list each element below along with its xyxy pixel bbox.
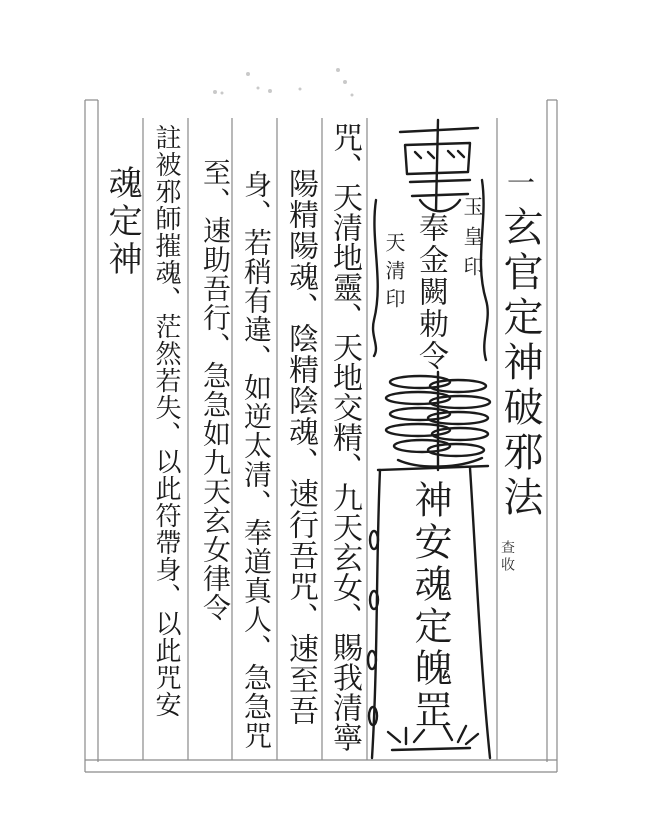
text-column-note: 註被邪師摧魂、茫然若失、以此符帶身、以此咒安 (151, 124, 181, 718)
text-column-end: 魂定神 (102, 165, 142, 279)
margin-note: 查收 (499, 540, 515, 574)
talisman-bottom-glyph: 罡 (408, 690, 452, 728)
heading-number: 一 (503, 168, 536, 196)
talisman-seal-right: 玉皇印 (460, 196, 484, 286)
talisman-coils (386, 372, 490, 470)
text-column-incantation: 咒、天清地靈、天地交精、九天玄女、賜我清寧 (327, 122, 362, 752)
talisman-command: 奉金闕勅令 (413, 212, 448, 372)
heading-title: 玄官定神破邪法 (497, 206, 543, 521)
text-column-2: 陽精陽魂、陰精陰魂、速行吾咒、速至吾 (283, 168, 318, 726)
talisman-body-text: 神安魂定魄 (408, 480, 452, 690)
talisman-seal-left: 天清印 (382, 232, 406, 316)
text-column-3: 身、若稍有違、如逆太清、奉道真人、急急咒 (240, 170, 273, 750)
text-column-4: 至、速助吾行、急急如九天玄女律令 (199, 158, 232, 622)
